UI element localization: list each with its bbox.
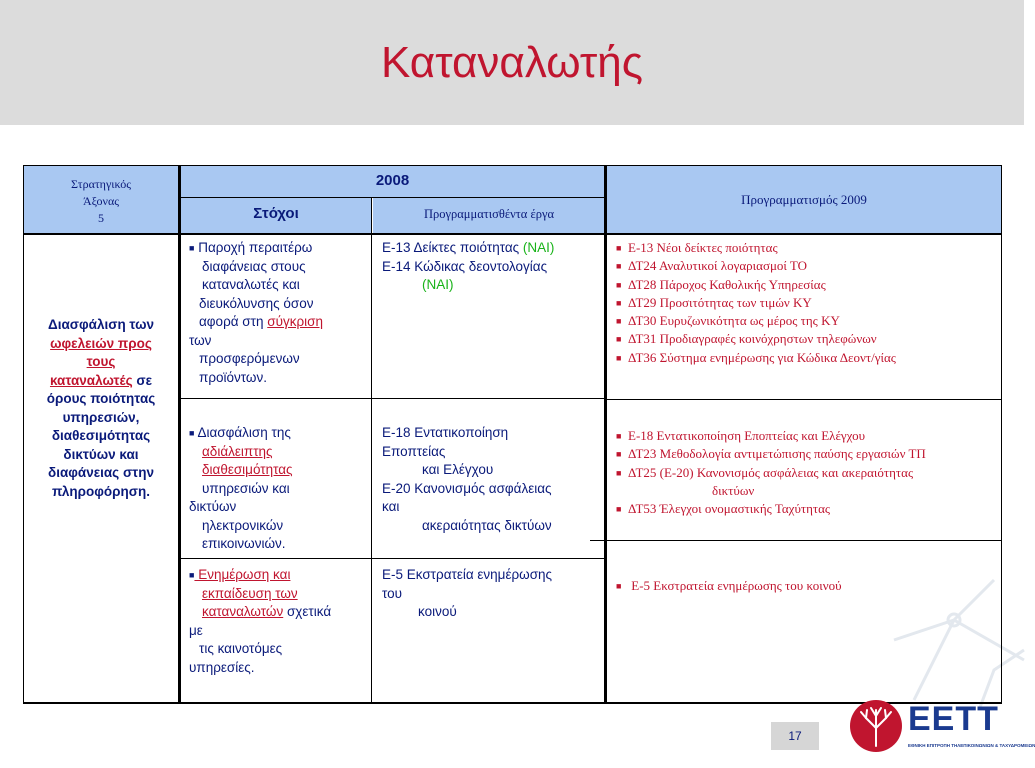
plan-header: Προγραμματισμός 2009 (741, 192, 867, 207)
plan-list-3 (616, 577, 1000, 595)
plan-item-continuation: δικτύων (712, 482, 755, 498)
plan-item: ■ ΔΤ23 Μεθοδολογία αντιμετώπισης παύσης εργασιών ΤΠ (616, 446, 926, 462)
plan-item: ■ Ε-18 Εντατικοποίηση Εποπτείας και Ελέγχου (616, 428, 866, 443)
plan-list-2 (616, 427, 1000, 518)
projects-3: Ε-5 Εκστρατεία ενημέρωσης του κοινού (382, 567, 553, 619)
year-header: 2008 (375, 172, 410, 189)
slide-title: Καταναλωτής (380, 38, 643, 87)
plan-item: ■ ΔΤ25 (Ε-20) Κανονισμός ασφάλειας και ακεραιότητας (616, 464, 914, 480)
plan-item: ■ ΔΤ31 Προδιαγραφές κοινόχρηστων τηλεφώνων (616, 331, 877, 347)
projects-2: Ε-18 Εντατικοποίηση Εποπτείας και Ελέγχου Ε-20 Κανονισμός ασφάλειας και ακεραιότητας δικτύων (382, 425, 552, 533)
projects-1: Ε-13 Δείκτες ποιότητας (ΝΑΙ) Ε-14 Κώδικας δεοντολογίας (ΝΑΙ) (382, 240, 555, 292)
column-divider (604, 165, 607, 703)
page-number: 17 (771, 722, 819, 750)
logo-subtitle: ΕΘΝΙΚΗ ΕΠΙΤΡΟΠΗ ΤΗΛΕΠΙΚΟΙΝΩΝΙΩΝ & ΤΑΧΥΔΡΟΜΕΙΩΝ (908, 743, 1035, 748)
plan-item: ■ ΔΤ36 Σύστημα ενημέρωσης για Κώδικα Δεοντ/γίας (616, 349, 896, 365)
table-border-right (1001, 165, 1002, 703)
row-divider (180, 398, 605, 399)
column-divider (371, 198, 372, 703)
row-divider (180, 197, 605, 198)
row-divider (590, 540, 1001, 541)
tree-emblem-icon (848, 698, 904, 754)
row-divider (180, 558, 605, 559)
target-3: ■ Ενημέρωση και εκπαίδευση των καταναλωτών σχετικά με τις καινοτόμες υπηρεσίες. (189, 567, 332, 675)
plan-item: ■ Ε-5 Εκστρατεία ενημέρωσης του κοινού (616, 578, 842, 593)
axis-header: Στρατηγικός Άξονας 5 (70, 177, 132, 225)
plan-item: ■ ΔΤ24 Αναλυτικοί λογαριασμοί ΤΟ (616, 258, 808, 274)
plan-item: ■ ΔΤ28 Πάροχος Καθολικής Υπηρεσίας (616, 276, 826, 292)
table-border-left (23, 165, 24, 703)
row-divider (607, 399, 1001, 400)
axis-description: Διασφάλιση των ωφελειών προς τους καταναλωτές σε όρους ποιότητας υπηρεσιών, διαθεσιμότητας δικτύων και διαφάνειας στην πληροφόρηση. (46, 317, 156, 499)
eett-logo (848, 696, 1035, 762)
targets-header: Στόχοι (253, 205, 299, 222)
table-border-top (23, 165, 1002, 166)
row-divider (23, 233, 1002, 235)
plan-item: ■ ΔΤ29 Προσιτότητας των τιμών ΚΥ (616, 294, 812, 310)
plan-item: ■ ΔΤ30 Ευρυζωνικότητα ως μέρος της ΚΥ (616, 313, 840, 329)
plan-list-1 (616, 239, 1000, 367)
column-divider (178, 165, 181, 703)
logo-brand: ΕΕΤΤ (908, 700, 999, 738)
plan-item: ■ Ε-13 Νέοι δείκτες ποιότητας (616, 240, 778, 255)
target-2: ■ Διασφάλιση της αδιάλειπτης διαθεσιμότητας υπηρεσιών και δικτύων ηλεκτρονικών επικοινωνιών. (189, 425, 293, 551)
plan-item: ■ ΔΤ53 Έλεγχοι ονομαστικής Ταχύτητας (616, 501, 831, 517)
target-1: ■ Παροχή περαιτέρω διαφάνειας στους καταναλωτές και διευκόλυνσης όσον αφορά στη σύγκριση των προσφερόμενων προϊόντων. (189, 240, 323, 385)
projects-header: Προγραμματισθέντα έργα (423, 207, 555, 221)
